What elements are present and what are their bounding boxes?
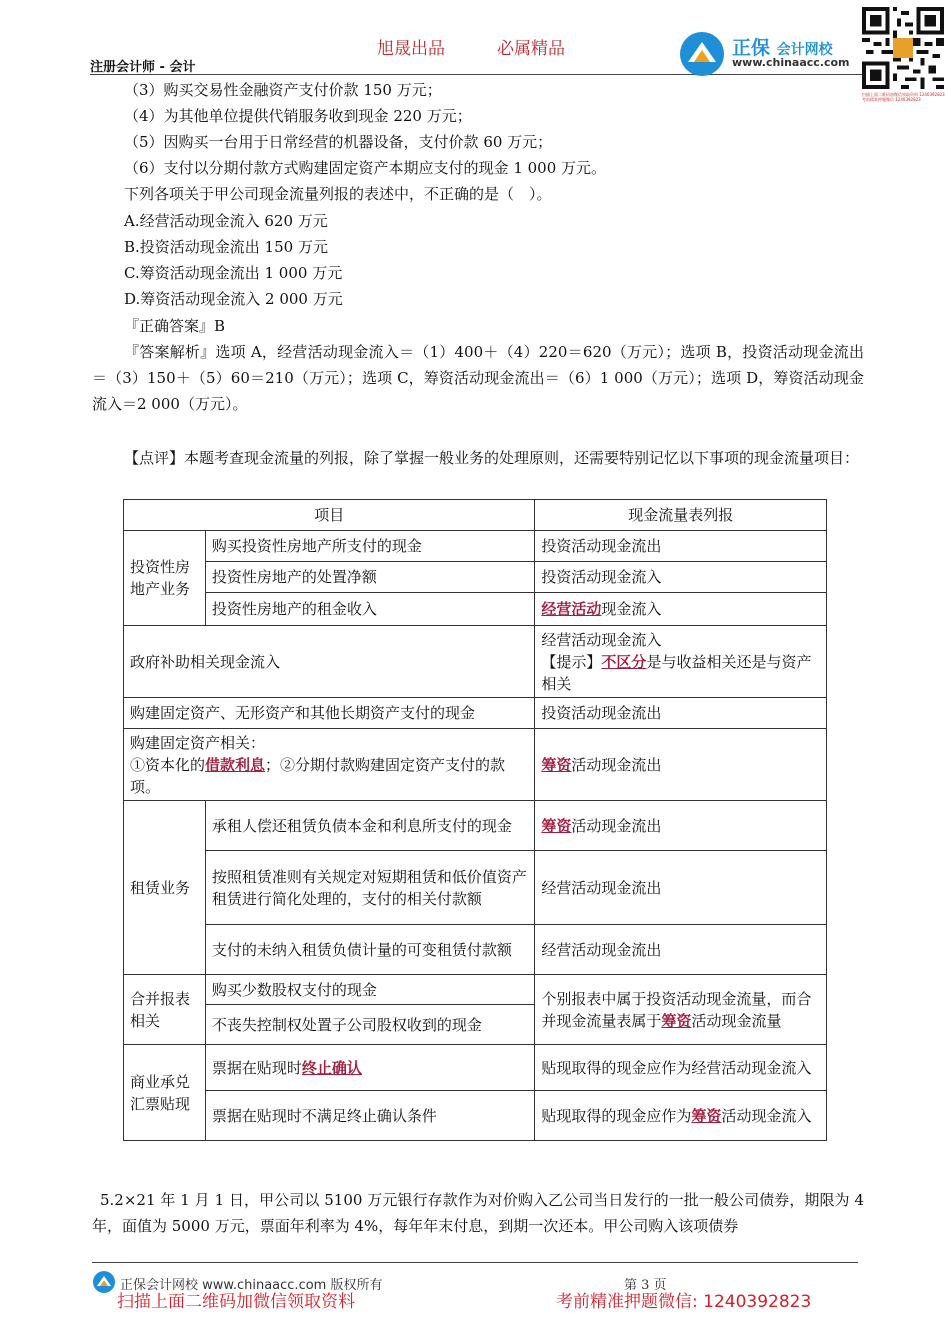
row-report-text: 活动现金流入 xyxy=(721,1106,812,1125)
row-report xyxy=(535,975,827,1045)
group-lease: 租赁业务 xyxy=(124,801,206,975)
row-report: 投资活动现金流出 xyxy=(535,531,827,562)
question-item: （6）支付以分期付款方式购建固定资产本期应支付的现金 1 000 万元。 xyxy=(124,159,607,177)
row-report-text: 现金流入 xyxy=(601,600,662,618)
header-slogan-left: 旭晟出品 xyxy=(377,39,445,59)
table-row xyxy=(124,626,827,698)
table-header-row xyxy=(124,500,827,531)
option-d: D.筹资活动现金流入 2 000 万元 xyxy=(124,290,343,308)
col-item-header: 项目 xyxy=(124,500,535,531)
row-report-text: 活动现金流出 xyxy=(571,816,662,835)
row-report xyxy=(535,626,827,698)
highlight-term: 经营活动 xyxy=(541,600,602,618)
option-c: C.筹资活动现金流出 1 000 万元 xyxy=(124,264,343,282)
footer-promo-left: 扫描上面二维码加微信领取资料 xyxy=(117,1292,355,1312)
question-item: （5）因购买一台用于日常经营的机器设备，支付价款 60 万元； xyxy=(124,133,553,151)
row-report: 投资活动现金流出 xyxy=(535,698,827,729)
header-slogan-right: 必属精品 xyxy=(497,39,565,59)
row-item-text: ①资本化的 xyxy=(130,755,206,774)
question-item: （4）为其他单位提供代销服务收到现金 220 万元； xyxy=(124,107,472,125)
question-item: （3）购买交易性金融资产支付价款 150 万元； xyxy=(124,81,442,99)
row-item-text: ；②分期付款购建固定资产支付的款项。 xyxy=(130,755,506,796)
highlight-term: 借款利息 xyxy=(205,755,266,774)
col-report-header: 现金流量表列报 xyxy=(535,500,827,531)
table-row xyxy=(124,698,827,729)
row-item: 票据在贴现时不满足终止确认条件 xyxy=(205,1091,535,1141)
correct-answer: 『正确答案』B xyxy=(124,317,226,335)
row-report: 经营活动现金流出 xyxy=(535,925,827,975)
row-item xyxy=(124,729,535,801)
group-consolidated: 合并报表相关 xyxy=(124,975,206,1045)
chinaacc-logo xyxy=(678,30,858,78)
highlight-term: 筹资 xyxy=(541,755,572,774)
qr-note: 扫描上面二维码加微信领取资料 1240392823 考前精准押题微信 1240392823 xyxy=(862,92,945,102)
group-bill-discount: 商业承兑汇票贴现 xyxy=(124,1045,206,1141)
row-report xyxy=(535,1091,827,1141)
table-row xyxy=(124,1045,827,1091)
row-item: 按照租赁准则有关规定对短期租赁和低价值资产租赁进行简化处理的，支付的相关付款额 xyxy=(205,851,535,925)
answer-analysis: 『答案解析』选项 A，经营活动现金流入＝（1）400＋（4）220＝620（万元）；选项 B，投资活动现金流出＝（3）150＋（5）60＝210（万元）；选项 C，筹资活动现金流出＝（6）1 000（万元）；选项 D，筹资活动现金流入＝2 000（万元）。 xyxy=(92,343,864,413)
tip-label: 【提示】 xyxy=(541,652,602,671)
header-subject: 注册会计师 - 会计 xyxy=(90,60,196,75)
table-row xyxy=(124,801,827,851)
row-item: 政府补助相关现金流入 xyxy=(124,626,535,698)
footer-promo-right: 考前精准押题微信: 1240392823 xyxy=(556,1292,812,1312)
cash-flow-table xyxy=(123,499,827,1141)
highlight-term: 筹资 xyxy=(541,816,572,835)
next-question: 5.2×21 年 1 月 1 日，甲公司以 5100 万元银行存款作为对价购入乙公司当日发行的一批一般公司债券，期限为 4 年，面值为 5000 万元，票面年利率为 4%，每年年末付息，到期一次还本。甲公司购入该项债券 xyxy=(92,1191,864,1235)
table-row xyxy=(124,975,827,1005)
highlight-term: 终止确认 xyxy=(301,1058,362,1077)
row-item: 支付的未纳入租赁负债计量的可变租赁付款额 xyxy=(205,925,535,975)
logo-mark-icon xyxy=(678,30,728,78)
row-report-text: 是与收益相关还是与资产相关 xyxy=(541,652,812,693)
row-report-text: 经营活动现金流入 xyxy=(541,630,662,649)
table-row xyxy=(124,593,827,626)
table-row xyxy=(124,1091,827,1141)
row-report: 经营活动现金流出 xyxy=(535,851,827,925)
row-item: 购买少数股权支付的现金 xyxy=(205,975,535,1005)
row-item-text: 票据在贴现时 xyxy=(211,1058,302,1077)
logo-name: 正保 xyxy=(732,37,771,59)
logo-url: www.chinaacc.com xyxy=(732,56,850,69)
table-row xyxy=(124,562,827,593)
row-report: 投资活动现金流入 xyxy=(535,562,827,593)
row-report: 贴现取得的现金应作为经营活动现金流入 xyxy=(535,1045,827,1091)
footer-logo-icon xyxy=(92,1270,116,1294)
highlight-term: 不区分 xyxy=(601,652,647,671)
row-item: 承租人偿还租赁负债本金和利息所支付的现金 xyxy=(205,801,535,851)
qr-code-icon xyxy=(862,6,944,90)
row-report xyxy=(535,801,827,851)
row-report-text: 个别报表中属于投资活动现金流量，而合并现金流量表属于 xyxy=(541,989,812,1030)
table-row xyxy=(124,851,827,925)
row-item-text: 购建固定资产相关： xyxy=(130,733,266,752)
option-a: A.经营活动现金流入 620 万元 xyxy=(124,212,328,230)
comment: 【点评】本题考查现金流量的列报，除了掌握一般业务的处理原则，还需要特别记忆以下事项的现金流量项目： xyxy=(124,449,860,467)
question-stem: 下列各项关于甲公司现金流量列报的表述中，不正确的是（ ）。 xyxy=(124,185,552,203)
group-invest-property: 投资性房地产业务 xyxy=(124,531,206,626)
row-item: 购买投资性房地产所支付的现金 xyxy=(205,531,535,562)
row-report-text: 贴现取得的现金应作为 xyxy=(541,1106,692,1125)
row-report-text: 活动现金流出 xyxy=(571,755,662,774)
option-b: B.投资活动现金流出 150 万元 xyxy=(124,238,328,256)
row-item: 不丧失控制权处置子公司股权收到的现金 xyxy=(205,1005,535,1045)
row-item: 投资性房地产的处置净额 xyxy=(205,562,535,593)
highlight-term: 筹资 xyxy=(691,1106,722,1125)
row-item: 投资性房地产的租金收入 xyxy=(205,593,535,626)
table-row xyxy=(124,531,827,562)
highlight-term: 筹资 xyxy=(661,1011,692,1030)
page-number: 第 3 页 xyxy=(624,1278,667,1293)
logo-sub: 会计网校 xyxy=(776,42,833,58)
row-report xyxy=(535,729,827,801)
table-row xyxy=(124,729,827,801)
footer-copyright: 正保会计网校 www.chinaacc.com 版权所有 xyxy=(120,1278,383,1293)
row-report xyxy=(535,593,827,626)
row-item xyxy=(205,1045,535,1091)
footer-divider xyxy=(92,1262,858,1263)
row-item: 购建固定资产、无形资产和其他长期资产支付的现金 xyxy=(124,698,535,729)
row-report-text: 活动现金流量 xyxy=(691,1011,782,1030)
table-row xyxy=(124,925,827,975)
